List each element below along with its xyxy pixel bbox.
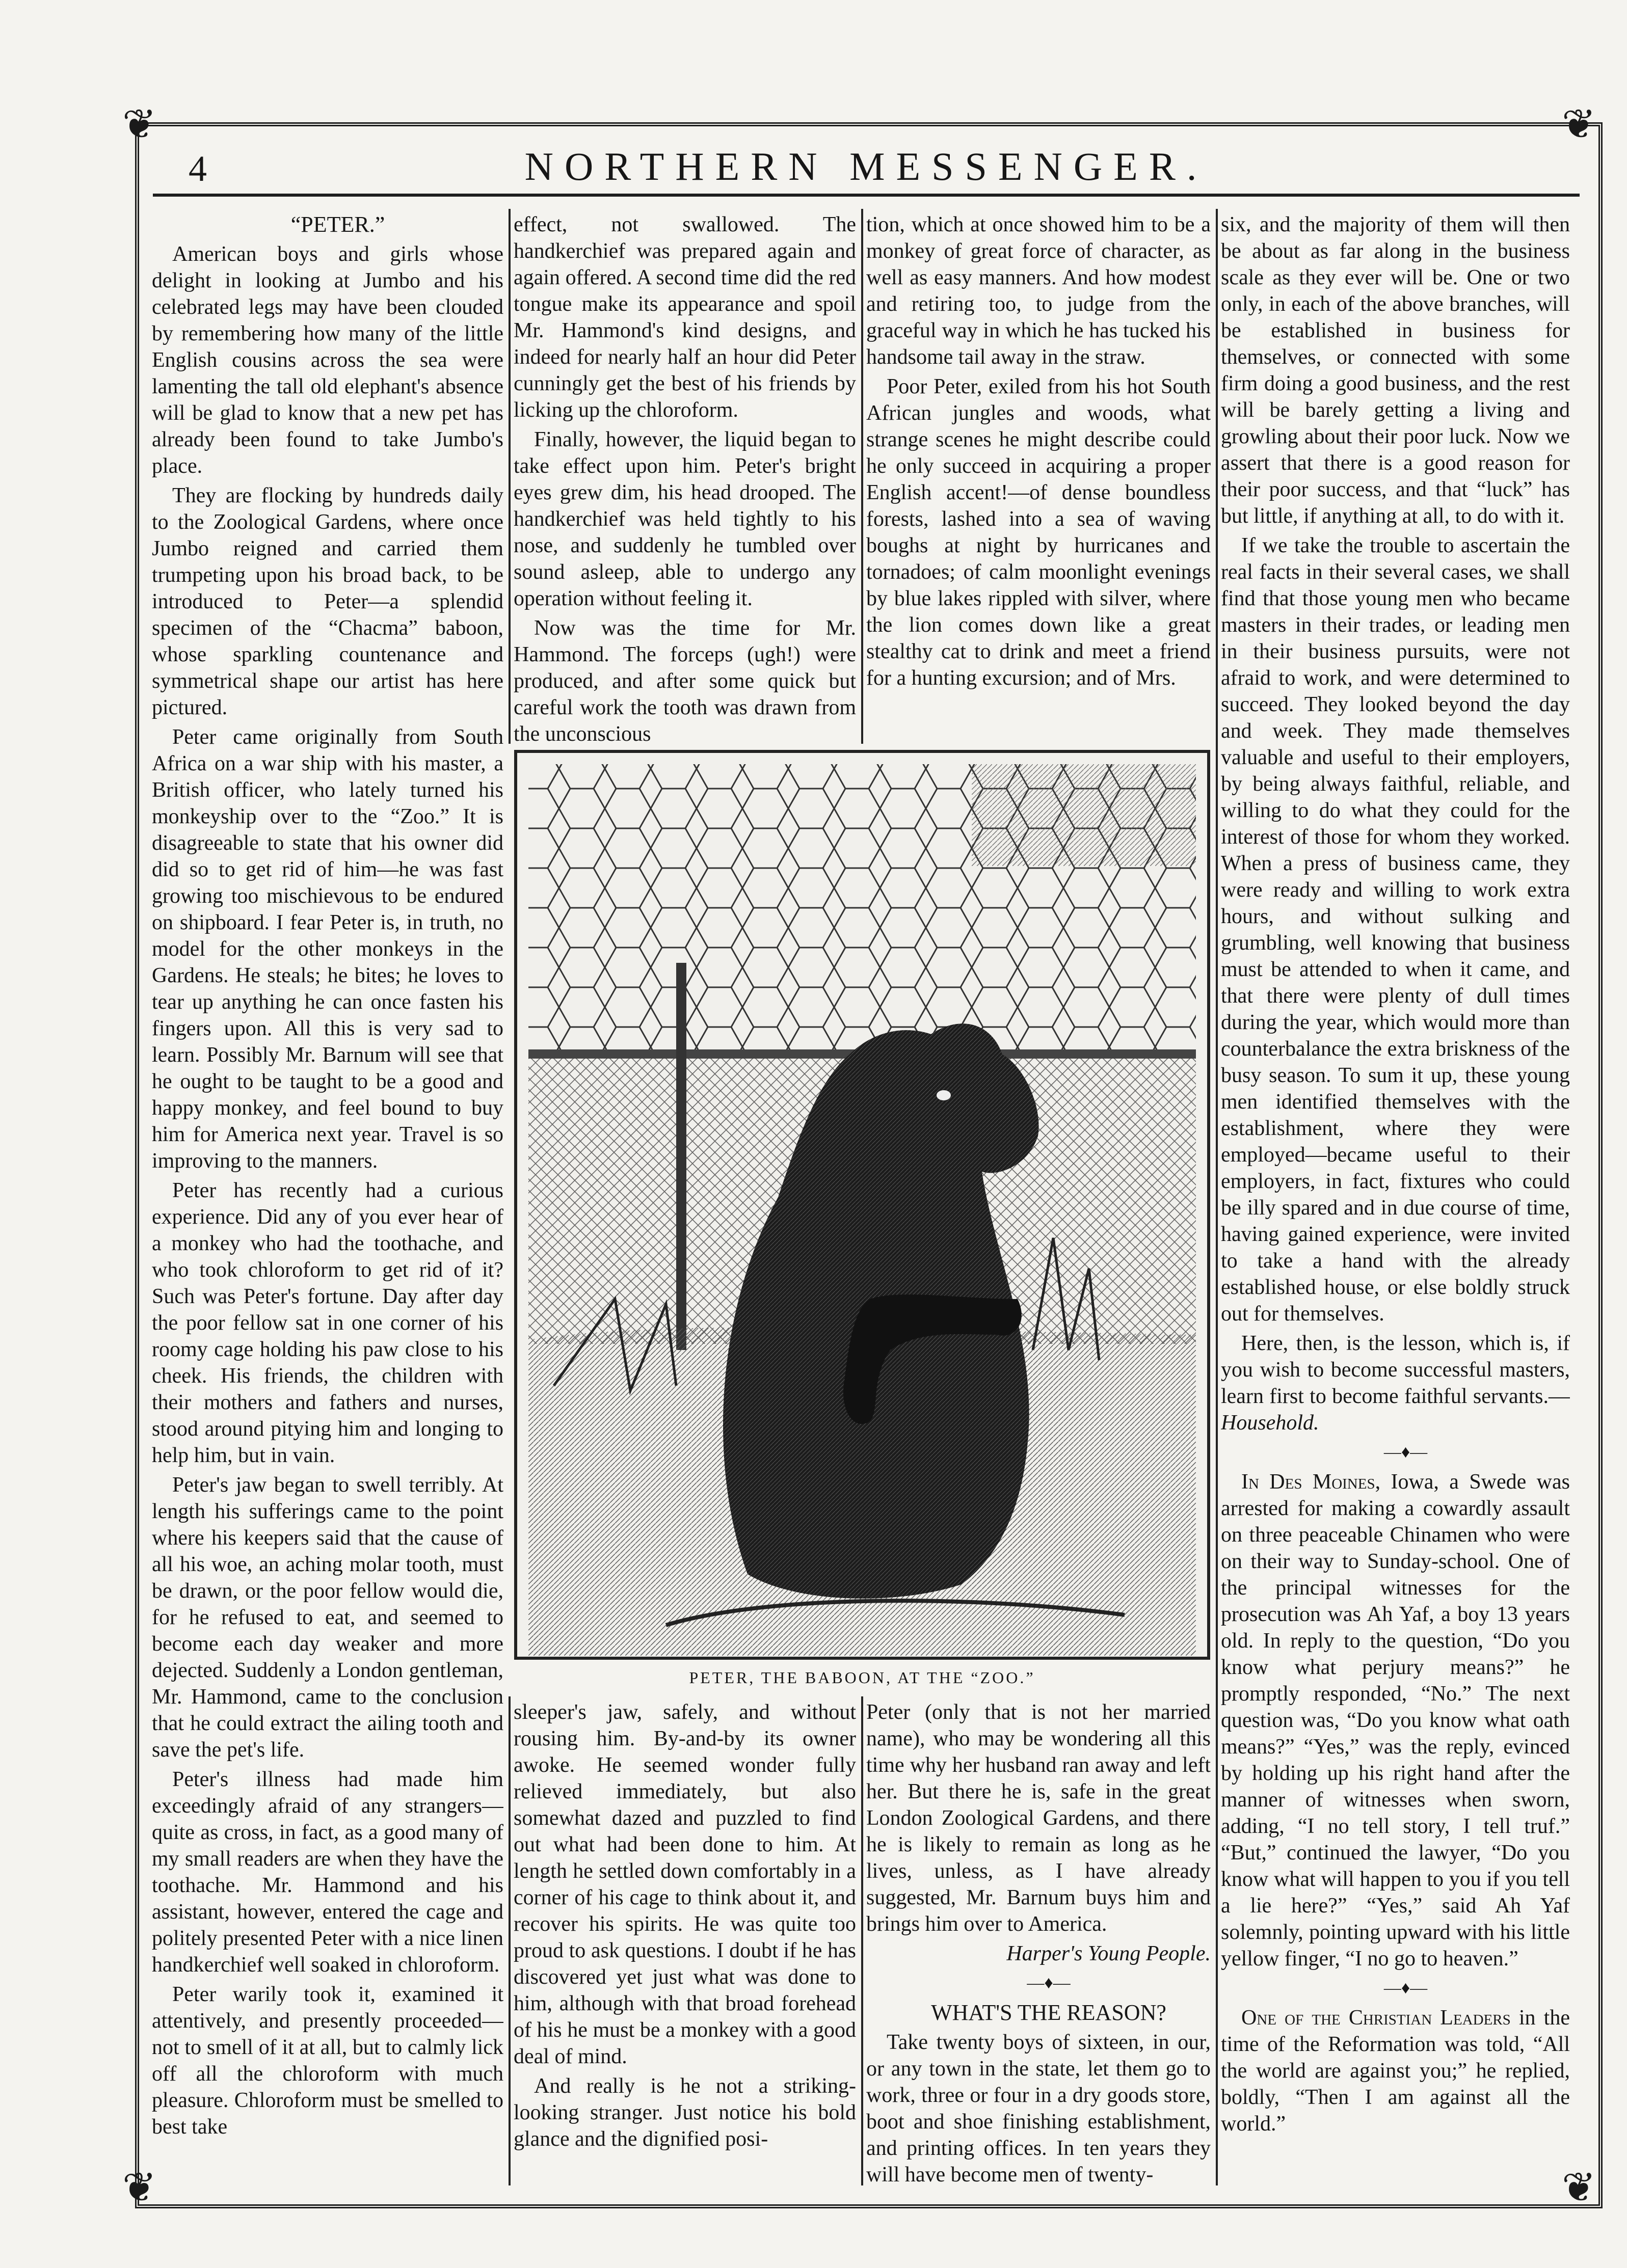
paragraph-text: Iowa, a Swede was arrested for making a cowardly assault on three peaceable Chinamen who were on their way to Sunday-school. One of the principal witnesses for the prosecution was Ah Yaf, a boy 13 years old. In reply to the question, “Do you know what perjury means?” he promptly responded, “No.” The next question was, “Do you know what oath means?” “Yes,” was the reply, evinced by holding up his right hand after the manner of witnesses when sworn, adding, “I no tell story, I tell truf.” “But,” continued the lawyer, “Do you know what will happen to you if you tell a lie here?” “Yes,” said Ah Yaf solemnly, pointing upward with his little yellow finger, “I no go to heaven.”: [1221, 1470, 1570, 1970]
section-divider: —♦—: [1383, 1443, 1428, 1462]
article-column-3-top: [866, 211, 1211, 746]
page-number: 4: [189, 148, 207, 189]
source-credit: Harper's Young People.: [1006, 1942, 1211, 1965]
article-column-3-bottom: [866, 1699, 1211, 2188]
column-rule: [509, 209, 511, 744]
paragraph-text: Here, then, is the lesson, which is, if you wish to become successful masters, learn first to become faithful servants.—: [1221, 1332, 1570, 1408]
paragraph: Peter's jaw began to swell terribly. At length his sufferings came to the point where his keepers said that the cause of all his woe, an aching molar tooth, must be drawn, or the poor fellow would die, for he refused to eat, and seemed to become each day weaker and more dejected. Suddenly a London gentleman, Mr. Hammond, came to the conclusion that he could extract the ailing tooth and save the pet's life.: [152, 1473, 503, 1762]
corner-ornament-icon: ❦: [1562, 102, 1596, 147]
section-divider: —♦—: [1027, 1974, 1071, 1992]
section-divider: —♦—: [1383, 1979, 1428, 1997]
article-column-2-bottom: [514, 1699, 856, 2188]
paragraph: American boys and girls whose delight in looking at Jumbo and his celebrated legs may have been clouded by remembering how many of the little English cousins across the sea were lamenting the tall old elephant's absence will be glad to know that a new pet has already been found to take Jumbo's place.: [152, 242, 503, 478]
paragraph: Peter's illness had made him exceedingly afraid of any strangers—quite as cross, in fact, as a good many of my small readers are when they have the toothache. Mr. Hammond and his assistant, however, entered the cage and politely presented Peter with a nice linen handkerchief well soaked in chloroform.: [152, 1768, 503, 1977]
paragraph: six, and the majority of them will then be about as far along in the business scale as they ever will be. One or two only, in each of the above branches, will be established in business for themselves, or connected with some firm doing a good business, and the rest will be barely getting a living and growling about their poor luck. Now we assert that there is a good reason for their poor success, and that “luck” has but little, if anything at all, to do with it.: [1221, 213, 1570, 528]
article-title: “PETER.”: [290, 212, 385, 237]
paragraph: tion, which at once showed him to be a monkey of great force of character, as well as easy manners. And how modest and retiring too, to judge from the graceful way in which he has tucked his handsome tail away in the straw.: [866, 213, 1211, 369]
paragraph: Poor Peter, exiled from his hot South African jungles and woods, what strange scenes he might describe could he only succeed in acquiring a proper English accent!—of dense boundless forests, lashed into a sea of waving boughs at night by hurricanes and tornadoes; of calm moonlight evenings by blue lakes rippled with silver, where the lion comes down like a great stealthy cat to drink and meet a friend for a hunting excursion; and of Mrs.: [866, 375, 1211, 690]
article-column-1: [152, 211, 503, 2185]
baboon-engraving: [513, 749, 1211, 1661]
paragraph: effect, not swallowed. The handkerchief was prepared again and again offered. A second time did the red tongue make its appearance and spoil Mr. Hammond's kind designs, and indeed for nearly half an hour did Peter cunningly get the best of his friends by licking up the chloroform.: [514, 213, 856, 422]
paragraph: They are flocking by hundreds daily to the Zoological Gardens, where once Jumbo reigned and carried them trumpeting upon his broad back, to be introduced to Peter—a splendid specimen of the “Chacma” baboon, whose sparkling countenance and symmetrical shape our artist has here pictured.: [152, 484, 503, 719]
masthead-title: NORTHERN MESSENGER.: [524, 144, 1208, 188]
article-column-4: [1221, 211, 1570, 2185]
page-header: [153, 138, 1580, 197]
column-rule: [509, 1696, 511, 2185]
paragraph: [1221, 1469, 1570, 1972]
paragraph: Peter warily took it, examined it attentively, and presently proceeded—not to smell of it at all, but to calmly lick off all the chloroform with much pleasure. Chloroform must be smelled to best take: [152, 1983, 503, 2139]
column-rule: [1216, 209, 1218, 2185]
paragraph: [1221, 2005, 1570, 2137]
column-rule: [861, 1696, 863, 2185]
paragraph: Take twenty boys of sixteen, in our, or any town in the state, let them go to work, three or four in a dry goods store, boot and shoe finishing establishment, and printing offices. In ten years they will have become men of twenty-: [866, 2031, 1211, 2186]
paragraph-lead: One of the Christian Leaders: [1241, 2006, 1511, 2030]
paragraph: Peter has recently had a curious experience. Did any of you ever hear of a monkey who had the toothache, and who took chloroform to get rid of it? Such was Peter's fortune. Day after day the poor fellow sat in one corner of his roomy cage holding his paw close to his cheek. His friends, the children with their mothers and fathers and nurses, stood around pitying him and longing to help him, but in vain.: [152, 1179, 503, 1467]
paragraph: And really is he not a striking-looking stranger. Just notice his bold glance and the dignified posi-: [514, 2074, 856, 2151]
illustration-caption: PETER, THE BABOON, AT THE “ZOO.”: [689, 1668, 1035, 1687]
corner-ornament-icon: ❦: [122, 2166, 157, 2210]
corner-ornament-icon: ❦: [1562, 2166, 1596, 2210]
paragraph: Finally, however, the liquid began to take effect upon him. Peter's bright eyes grew dim, his head drooped. The handkerchief was held tightly to his nose, and suddenly he tumbled over sound asleep, able to undergo any operation without feeling it.: [514, 428, 856, 610]
paragraph: If we take the trouble to ascertain the real facts in their several cases, we shall find that those young men who became masters in their trades, or leading men in their business pursuits, were not afraid to work, and were determined to succeed. They looked beyond the day and week. They made themselves valuable and useful to their employers, by being always faithful, reliable, and willing to do what they could for the interest of those for whom they worked. When a press of business came, they were ready and willing to work extra hours, and without sulking and grumbling, well knowing that business must be attended to when it came, and that there were plenty of dull times during the year, which would more than counterbalance the extra briskness of the busy season. To sum it up, these young men identified themselves with the establishment, where they were employed—became useful to their employers, in fact, fixtures who could be illy spared and in due course of time, having gained experience, were invited to take a hand with the already established house, or else boldly struck out for themselves.: [1221, 534, 1570, 1326]
paragraph: sleeper's jaw, safely, and without rousing him. By-and-by its owner awoke. He seemed wonder fully relieved immediately, but also somewhat dazed and puzzled to find out what had been done to him. At length he settled down comfortably in a corner of his cage to think about it, and recover his spirits. He was quite too proud to ask questions. I doubt if he has discovered yet just what was done to him, although with that broad forehead of his he must be a monkey with a good deal of mind.: [514, 1700, 856, 2068]
paragraph: Now was the time for Mr. Hammond. The forceps (ugh!) were produced, and after some quick but careful work the tooth was drawn from the unconscious: [514, 616, 856, 746]
article-column-2-top: [514, 211, 856, 746]
paragraph: [1221, 1330, 1570, 1436]
paragraph: Peter (only that is not her married name), who may be wondering all this time why her husband ran away and left her. But there he is, safe in the great London Zoological Gardens, and there he is likely to remain as long as he lives, unless, as I have already suggested, Mr. Barnum buys him and brings him over to America.: [866, 1700, 1211, 1936]
section-title: WHAT'S THE REASON?: [931, 2000, 1166, 2025]
paragraph-text: in the time of the Reformation was told, “All the world are against you;” he replied, boldly, “Then I am against all the world.”: [1221, 2006, 1570, 2136]
column-rule: [861, 209, 863, 744]
paragraph: Peter came originally from South Africa on a war ship with his master, a British officer, who lately turned his monkeyship over to the “Zoo.” It is disagreeable to state that his owner did did so to get rid of him—he was fast growing too mischievous to be endured on shipboard. I fear Peter is, in truth, no model for the other monkeys in the Gardens. He steals; he bites; he loves to tear up anything he can once fasten his fingers upon. All this is very sad to learn. Possibly Mr. Barnum will see that he ought to be taught to be a good and happy monkey, and feel bound to buy him for America next year. Travel is so improving to the manners.: [152, 725, 503, 1173]
baboon-illustration: [513, 749, 1211, 1661]
source-credit: Household.: [1221, 1411, 1319, 1435]
paragraph-lead: In Des Moines,: [1241, 1470, 1381, 1494]
corner-ornament-icon: ❦: [122, 102, 157, 147]
